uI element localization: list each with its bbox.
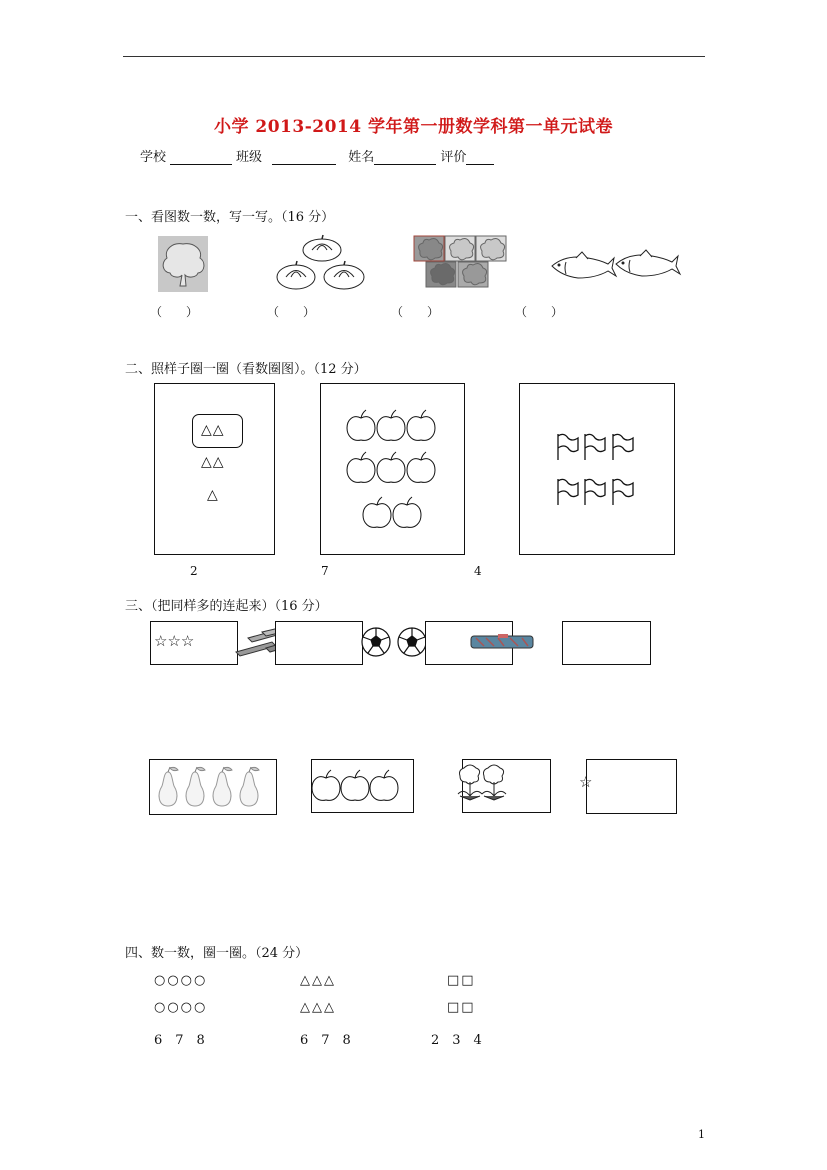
match-box-stars[interactable]	[150, 621, 238, 665]
squares-row-1: □□	[447, 973, 476, 988]
answer-blank-3[interactable]: （ ）	[391, 305, 440, 319]
section3-heading: 三、（把同样多的连起来）（16 分）	[125, 599, 328, 614]
header-rule	[123, 56, 705, 57]
match-box-apples[interactable]	[311, 759, 414, 813]
school-blank[interactable]	[170, 150, 232, 165]
triangle-row-3: △	[207, 487, 218, 503]
student-info-line	[140, 146, 498, 165]
circle-box-flags[interactable]	[519, 383, 675, 555]
match-box-5[interactable]	[586, 759, 677, 814]
apple-icon	[321, 384, 464, 554]
grade-blank[interactable]	[466, 150, 494, 165]
single-star-text: ☆	[579, 773, 593, 791]
name-blank[interactable]	[374, 150, 436, 165]
potted-plants-icon	[452, 762, 506, 804]
triangles-row-1: △△△	[300, 973, 336, 988]
squares-options[interactable]: 2 3 4	[431, 1033, 482, 1048]
answer-blank-1[interactable]: （ ）	[150, 305, 199, 319]
school-label: 学校	[140, 150, 167, 165]
document-title: 小学 2013-2014 学年第一册数学科第一单元试卷	[213, 117, 614, 137]
circles-options[interactable]: 6 7 8	[154, 1033, 205, 1048]
apple-icon	[312, 760, 413, 812]
answer-blank-4[interactable]: （ ）	[515, 305, 564, 319]
name-label: 姓名	[348, 150, 375, 165]
target-number-3: 4	[474, 564, 482, 578]
target-number-1: 2	[190, 564, 198, 578]
match-box-pears[interactable]	[149, 759, 277, 815]
triangles-options[interactable]: 6 7 8	[300, 1033, 351, 1048]
section1-heading: 一、看图数一数，写一写。（16 分）	[125, 210, 335, 225]
circles-row-2: ○○○○	[154, 1000, 208, 1015]
pear-icon	[153, 763, 271, 809]
match-box-2[interactable]	[275, 621, 363, 665]
soccer-ball-icon	[360, 626, 430, 658]
pumpkins-icon	[276, 236, 368, 292]
match-box-4[interactable]	[562, 621, 651, 665]
answer-blank-2[interactable]: （ ）	[267, 305, 316, 319]
squares-row-2: □□	[447, 1000, 476, 1015]
flowers-icon	[412, 234, 508, 290]
triangles-row-2: △△△	[300, 1000, 336, 1015]
target-number-2: 7	[321, 564, 329, 578]
triangle-row-2: △△	[201, 454, 225, 470]
grade-label: 评价	[440, 150, 467, 165]
section2-heading: 二、照样子圈一圈（看数圈图）。（12 分）	[125, 362, 367, 377]
circle-box-triangles[interactable]	[154, 383, 275, 555]
tree-icon	[158, 236, 208, 292]
circles-row-1: ○○○○	[154, 973, 208, 988]
fish-icon	[548, 250, 682, 288]
pencil-case-icon	[470, 632, 536, 652]
flag-icon	[520, 384, 674, 554]
page-number: 1	[698, 1128, 705, 1141]
triangle-row-1: △△	[201, 422, 225, 438]
circle-box-apples[interactable]	[320, 383, 465, 555]
section4-heading: 四、数一数，圈一圈。（24 分）	[125, 946, 309, 961]
class-label: 班级	[236, 150, 263, 165]
class-blank[interactable]	[272, 150, 336, 165]
stars-text: ☆☆☆	[154, 632, 195, 650]
